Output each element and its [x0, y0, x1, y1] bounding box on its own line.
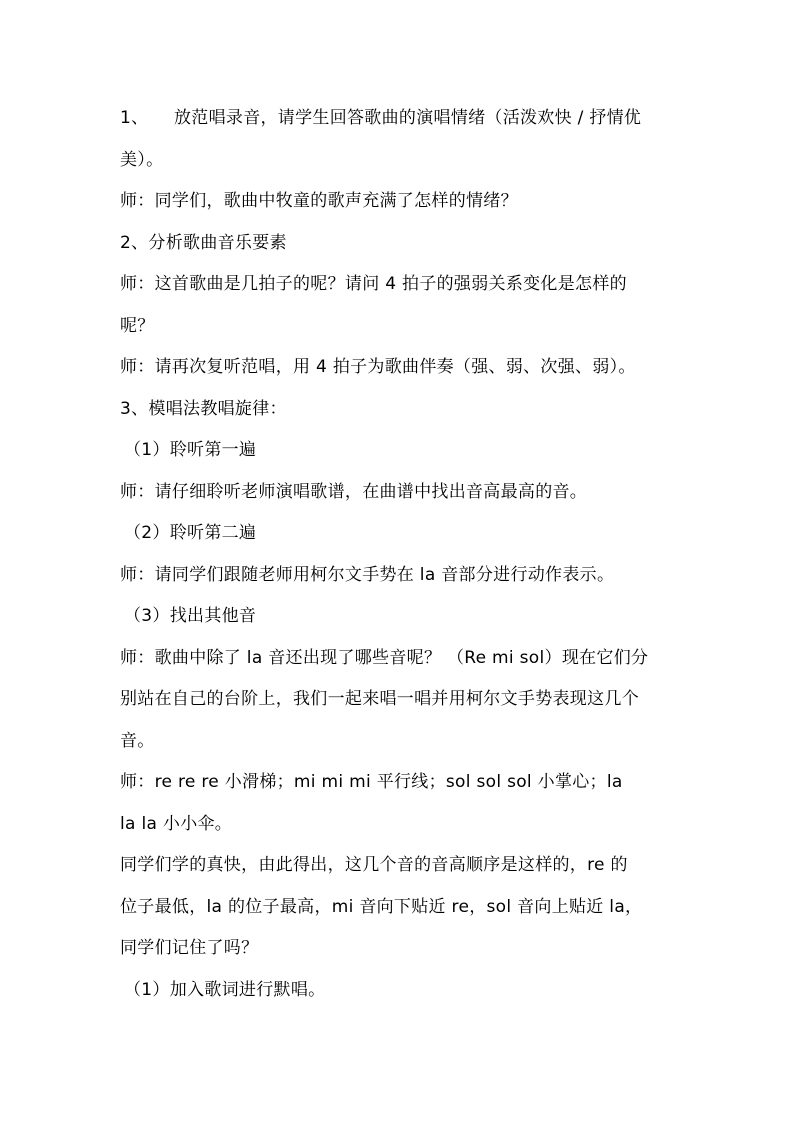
line-text: （1）加入歌词进行默唱。 [124, 979, 326, 1000]
line-text: 音。 [120, 730, 155, 751]
line-text: 师：re re re 小滑梯；mi mi mi 平行线；sol sol sol 小掌心；la [120, 772, 623, 792]
line-text: （3）找出其他音 [124, 606, 257, 626]
paragraph-line [120, 850, 680, 892]
subsection-heading [120, 435, 680, 477]
subsection-heading [120, 601, 680, 643]
paragraph-line [120, 767, 680, 809]
line-text: 师：这首歌曲是几拍子的呢？请问 4 拍子的强弱关系变化是怎样的 [120, 274, 627, 294]
line-text: 师：请同学们跟随老师用柯尔文手势在 la 音部分进行动作表示。 [120, 564, 615, 585]
line-text: 3、模唱法教唱旋律： [120, 398, 287, 419]
line-text: 2、分析歌曲音乐要素 [120, 232, 287, 253]
paragraph-line [120, 269, 680, 311]
line-text: （1）聆听第一遍 [124, 440, 257, 460]
line-text: 放范唱录音，请学生回答歌曲的演唱情绪（活泼欢快 / 抒情优 [174, 108, 642, 128]
paragraph-line [120, 352, 680, 394]
line-text: 师：同学们，歌曲中牧童的歌声充满了怎样的情绪？ [120, 191, 518, 211]
paragraph-line [120, 103, 680, 145]
paragraph-line [120, 186, 680, 228]
paragraph-line [120, 684, 680, 726]
paragraph-line [120, 311, 680, 353]
line-text: 美）。 [120, 149, 164, 170]
line-text: 同学们记住了吗？ [120, 938, 259, 958]
list-number: 1、 [120, 108, 149, 128]
line-text: 师：请仔细聆听老师演唱歌谱，在曲谱中找出音高最高的音。 [120, 481, 588, 502]
paragraph-line [120, 809, 680, 851]
paragraph-line [120, 477, 680, 519]
paragraph-line [120, 892, 680, 934]
document-body [120, 103, 680, 1016]
line-text: 呢？ [120, 315, 155, 336]
paragraph-line [120, 560, 680, 602]
line-text: 别站在自己的台阶上，我们一起来唱一唱并用柯尔文手势表现这几个 [120, 689, 639, 709]
paragraph-line [120, 726, 680, 768]
line-text: 位子最低，la 的位子最高，mi 音向下贴近 re，sol 音向上贴近 la， [120, 896, 643, 917]
line-text: 师：请再次复听范唱，用 4 拍子为歌曲伴奏（强、弱、次强、弱）。 [120, 357, 636, 377]
section-heading [120, 228, 680, 270]
line-text: 同学们学的真快，由此得出，这几个音的音高顺序是这样的，re 的 [120, 855, 628, 875]
subsection-heading [120, 518, 680, 560]
paragraph-line [120, 145, 680, 187]
line-text: 师：歌曲中除了 la 音还出现了哪些音呢？ （Re mi sol）现在它们分 [120, 647, 649, 668]
line-text: la la 小小伞。 [120, 813, 233, 834]
line-text: （2）聆听第二遍 [124, 523, 257, 543]
paragraph-line [120, 933, 680, 975]
section-heading [120, 394, 680, 436]
paragraph-line [120, 643, 680, 685]
subsection-heading [120, 975, 680, 1017]
